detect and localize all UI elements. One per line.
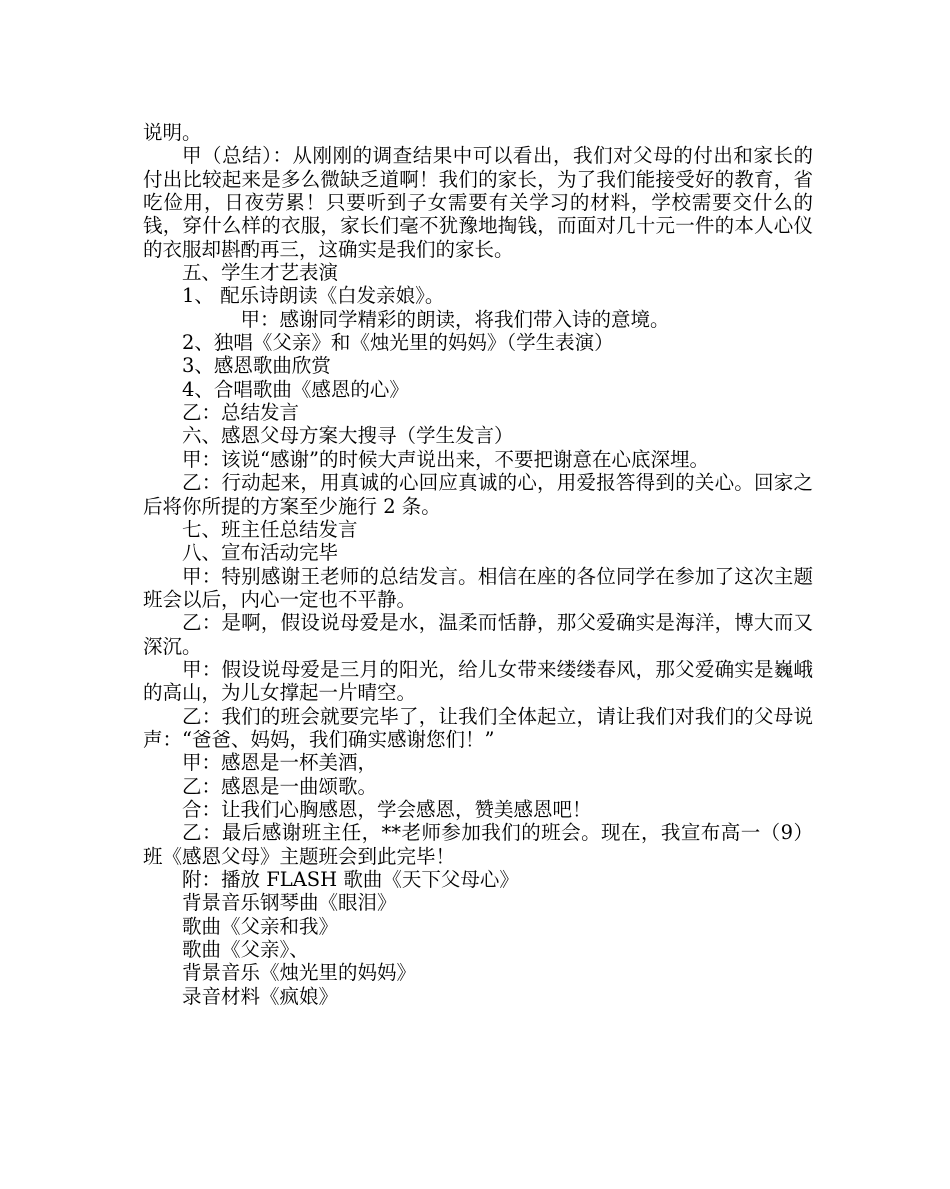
paragraph-4: 甲：感谢同学精彩的朗读，将我们带入诗的意境。: [240, 307, 670, 331]
list-item-3: 3、感恩歌曲欣赏: [182, 354, 331, 378]
paragraph-21: 乙：最后感谢班主任，**老师参加我们的班会。现在，我宣布高一（9）班《感恩父母》主题班会到此完毕！: [143, 821, 813, 868]
section-heading-6: 六、感恩父母方案大搜寻（学生发言）: [182, 424, 514, 448]
paragraph-20: 合：让我们心胸感恩，学会感恩，赞美感恩吧！: [182, 797, 592, 821]
appendix-item-2: 背景音乐钢琴曲《眼泪》: [182, 891, 397, 915]
paragraph-0: 说明。: [143, 121, 202, 144]
appendix-item-6: 录音材料《疯娘》: [182, 984, 339, 1008]
paragraph-1: 甲（总结）：从刚刚的调查结果中可以看出，我们对父母的付出和家长的付出比较起来是多么微缺乏道啊！我们的家长，为了我们能接受好的教育，省吃俭用，日夜劳累！只要听到子女需要有关学习的材料，学校需要交什么的钱，穿什么样的衣服，家长们毫不犹豫地掏钱，而面对几十元一件的本人心仪的衣服却斟酌再三，这确实是我们的家长。: [143, 144, 813, 261]
paragraph-8: 乙：总结发言: [182, 401, 300, 425]
document-page: [143, 121, 813, 1008]
appendix-item-5: 背景音乐《烛光里的妈妈》: [182, 961, 417, 985]
list-item-2: 2、独唱《父亲》和《烛光里的妈妈》（学生表演）: [182, 331, 614, 355]
section-heading-8: 八、宣布活动完毕: [182, 541, 339, 565]
appendix-item-4: 歌曲《父亲》、: [182, 938, 309, 962]
paragraph-14: 甲：特别感谢王老师的总结发言。相信在座的各位同学在参加了这次主题班会以后，内心一定也不平静。: [143, 564, 813, 611]
paragraph-17: 乙：我们的班会就要完毕了，让我们全体起立，请让我们对我们的父母说声：“爸爸、妈妈，我们确实感谢您们！”: [143, 704, 813, 751]
paragraph-16: 甲：假设说母爱是三月的阳光，给儿女带来缕缕春风，那父爱确实是巍峨的高山，为儿女撑起一片晴空。: [143, 657, 813, 705]
paragraph-15: 乙：是啊，假设说母爱是水，温柔而恬静，那父爱确实是海洋，博大而又深沉。: [143, 611, 813, 658]
appendix-item-1: 附：播放 FLASH 歌曲《天下父母心》: [182, 868, 519, 891]
list-item-1: 1、 配乐诗朗读《白发亲娘》。: [182, 284, 445, 308]
appendix-item-3: 歌曲《父亲和我》: [182, 914, 339, 938]
paragraph-11: 乙：行动起来，用真诚的心回应真诚的心，用爱报答得到的关心。回家之后将你所提的方案至少施行 2 条。: [143, 471, 813, 518]
list-item-4: 4、合唱歌曲《感恩的心》: [182, 377, 409, 401]
paragraph-10: 甲：该说“感谢”的时候大声说出来，不要把谢意在心底深埋。: [182, 447, 709, 471]
paragraph-18: 甲：感恩是一杯美酒，: [182, 751, 378, 775]
section-heading-5: 五、学生才艺表演: [182, 261, 339, 285]
section-heading-7: 七、班主任总结发言: [182, 517, 358, 541]
paragraph-19: 乙：感恩是一曲颂歌。: [182, 774, 378, 798]
